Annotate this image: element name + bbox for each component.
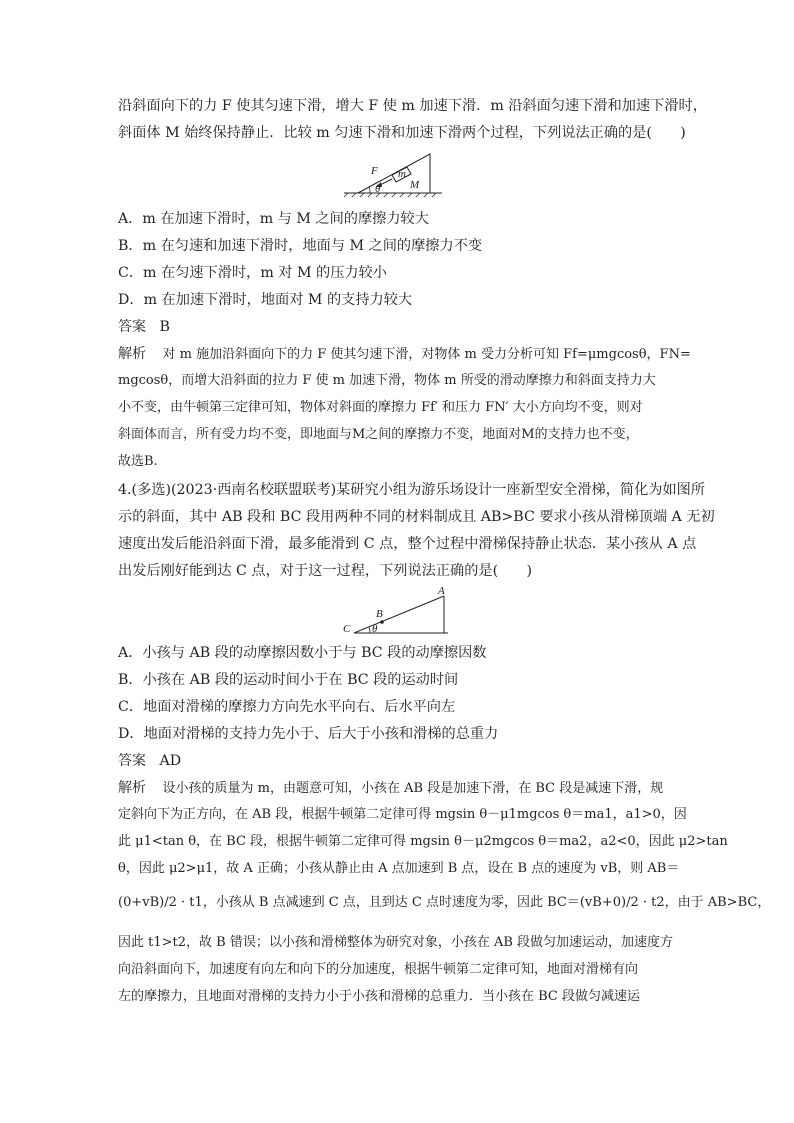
q3-analysis-line-2: mgcosθ，而增大沿斜面的拉力 F 使 m 加速下滑，物体 m 所受的滑动摩擦力和斜面支持力大 bbox=[118, 373, 656, 388]
q4-option-a: A．小孩与 AB 段的动摩擦因数小于与 BC 段的动摩擦因数 bbox=[118, 645, 487, 661]
q4-label-C: C bbox=[343, 623, 351, 635]
q3-analysis-line-1 bbox=[118, 344, 691, 365]
q4-analysis-line-3: 此 μ1<tan θ，在 BC 段，根据牛顿第二定律可得 mgsin θ－μ2mgcos θ＝ma2，a2<0，因此 μ2>tan bbox=[118, 834, 728, 849]
q4-analysis-text-1: 设小孩的质量为 m，由题意可知，小孩在 AB 段是加速下滑，在 BC 段是减速下滑，规 bbox=[162, 781, 664, 796]
q3-analysis-line-5: 故选B. bbox=[118, 454, 158, 469]
q3-option-a: A．m 在加速下滑时，m 与 M 之间的摩擦力较大 bbox=[118, 211, 429, 227]
q4-analysis-label: 解析 bbox=[118, 780, 146, 796]
q3-label-F: F bbox=[371, 165, 378, 177]
q3-option-d: D．m 在加速下滑时，地面对 M 的支持力较大 bbox=[118, 292, 413, 308]
q3-incline-figure bbox=[340, 148, 450, 198]
q3-answer-label: 答案 bbox=[118, 319, 146, 335]
q3-analysis-line-4: 斜面体而言，所有受力均不变，即地面与M之间的摩擦力不变，地面对M的支持力也不变， bbox=[118, 427, 639, 442]
q4-analysis-line-5: (0+vB)/2 · t1，小孩从 B 点减速到 C 点，且到达 C 点时速度为零，因此 BC＝(vB+0)/2 · t2，由于 AB>BC， bbox=[118, 895, 771, 910]
q3-label-theta: θ bbox=[375, 183, 381, 195]
q4-label-theta: θ bbox=[372, 623, 378, 635]
q3-label-m: m bbox=[398, 168, 406, 180]
q3-stem-line-1: 沿斜面向下的力 F 使其匀速下滑，增大 F 使 m 加速下滑．m 沿斜面匀速下滑和加速下滑时， bbox=[118, 98, 707, 114]
q3-stem-line-2: 斜面体 M 始终保持静止．比较 m 匀速下滑和加速下滑两个过程，下列说法正确的是( ) bbox=[118, 125, 686, 141]
q3-answer-value: B bbox=[159, 319, 170, 335]
q4-answer-value: AD bbox=[159, 753, 182, 769]
q4-answer-label: 答案 bbox=[118, 753, 146, 769]
q4-option-d: D．地面对滑梯的支持力先小于、后大于小孩和滑梯的总重力 bbox=[118, 726, 499, 742]
q3-label-M: M bbox=[410, 179, 420, 191]
q4-analysis-line-4: θ，因此 μ2>μ1，故 A 正确；小孩从静止由 A 点加速到 B 点，设在 B 点的速度为 vB，则 AB＝ bbox=[118, 861, 680, 876]
q4-stem-line-2: 示的斜面，其中 AB 段和 BC 段用两种不同的材料制成且 AB>BC 要求小孩从滑梯顶端 A 无初 bbox=[118, 509, 715, 525]
q4-analysis-line-8: 左的摩擦力，且地面对滑梯的支持力小于小孩和滑梯的总重力．当小孩在 BC 段做匀减速运 bbox=[118, 989, 641, 1004]
q4-label-A: A bbox=[438, 585, 445, 597]
q3-option-b: B．m 在匀速和加速下滑时，地面与 M 之间的摩擦力不变 bbox=[118, 238, 483, 254]
q4-stem-line-3: 速度出发后能沿斜面下滑，最多能滑到 C 点，整个过程中滑梯保持静止状态．某小孩从 A 点 bbox=[118, 536, 697, 552]
q4-slide-figure bbox=[336, 584, 460, 638]
q4-option-c: C．地面对滑梯的摩擦力方向先水平向右、后水平向左 bbox=[118, 699, 456, 715]
q3-ground-hatching bbox=[344, 193, 436, 197]
q3-analysis-text-1: 对 m 施加沿斜面向下的力 F 使其匀速下滑，对物体 m 受力分析可知 Ff=μmgcosθ，FN= bbox=[162, 347, 691, 362]
q4-analysis-line-6: 因此 t1>t2，故 B 错误；以小孩和滑梯整体为研究对象，小孩在 AB 段做匀加速运动，加速度方 bbox=[118, 935, 674, 950]
q4-label-B: B bbox=[376, 608, 383, 620]
q3-answer bbox=[118, 317, 170, 337]
q4-option-b: B．小孩在 AB 段的运动时间小于在 BC 段的运动时间 bbox=[118, 672, 459, 688]
q3-option-c: C．m 在匀速下滑时，m 对 M 的压力较小 bbox=[118, 265, 387, 281]
q4-stem-line-1: 4.(多选)(2023·西南名校联盟联考)某研究小组为游乐场设计一座新型安全滑梯，简化为如图所 bbox=[118, 482, 706, 498]
q4-slide-incline bbox=[354, 596, 444, 633]
q4-answer bbox=[118, 751, 181, 771]
q4-point-B bbox=[380, 620, 384, 624]
q4-stem-line-4: 出发后刚好能到达 C 点，对于这一过程，下列说法正确的是( ) bbox=[118, 563, 533, 579]
q3-analysis-label: 解析 bbox=[118, 346, 146, 362]
q4-analysis-line-2: 定斜向下为正方向，在 AB 段，根据牛顿第二定律可得 mgsin θ－μ1mgcos θ＝ma1，a1>0，因 bbox=[118, 807, 687, 822]
q4-analysis-line-7: 向沿斜面向下，加速度有向左和向下的分加速度，根据牛顿第二定律可知，地面对滑梯有向 bbox=[118, 962, 639, 977]
q3-analysis-line-3: 小不变，由牛顿第三定律可知，物体对斜面的摩擦力 Ff′ 和压力 FN′ 大小方向均不变，则对 bbox=[118, 400, 643, 415]
q4-analysis-line-1 bbox=[118, 778, 663, 799]
